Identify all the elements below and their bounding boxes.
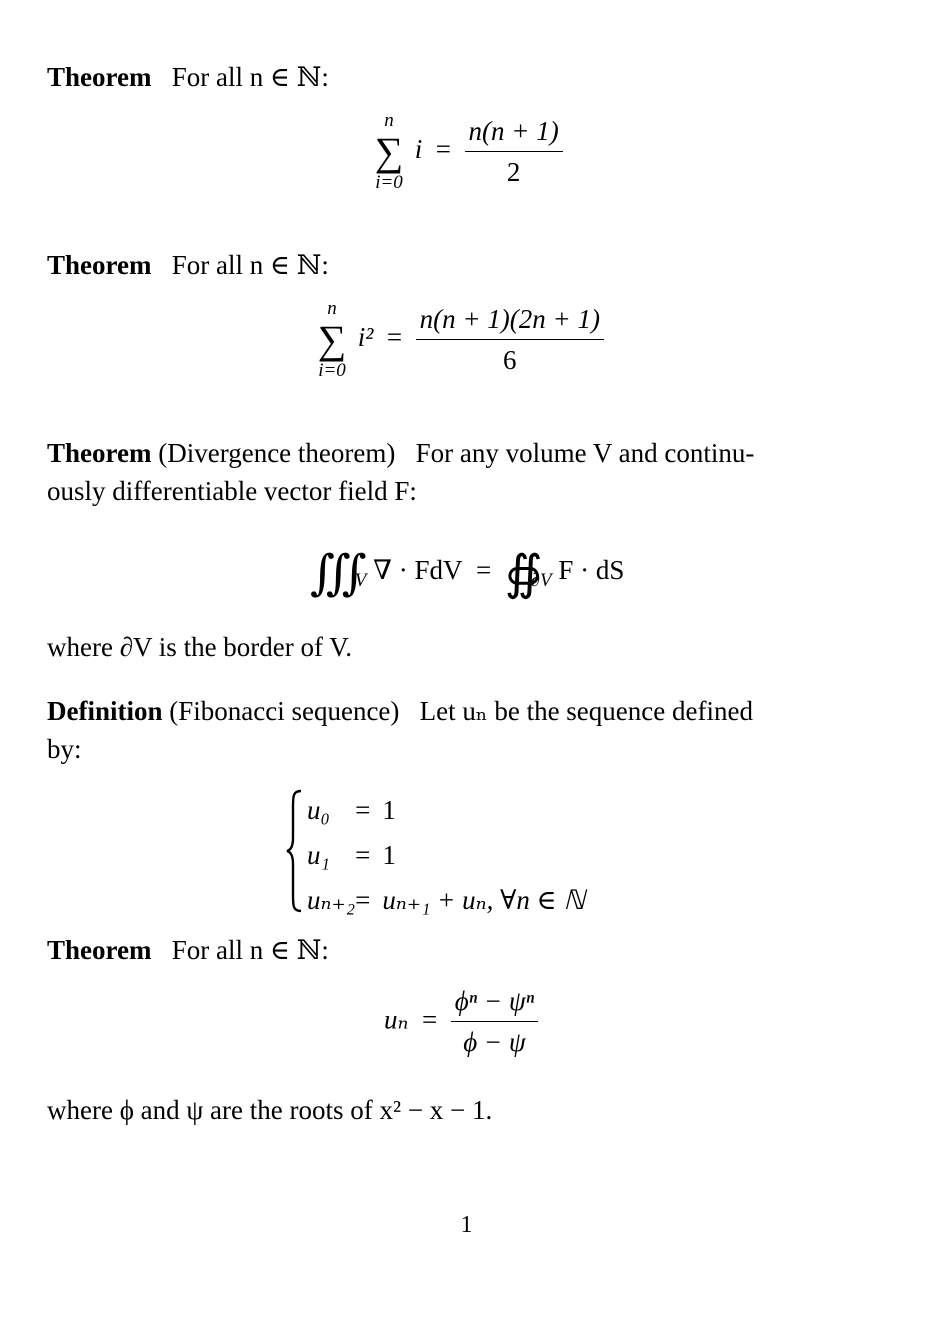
fraction [451,983,538,1062]
theorem-4-statement [47,931,887,969]
case-lhs: uₙ₊₂ [307,885,356,915]
sum-lower-limit: i=0 [318,360,346,381]
theorem-label: Theorem [47,935,152,965]
border-remark: where ∂V is the border of V. [47,632,353,662]
surface-integral-domain: ∂V [530,570,552,591]
triple-integral-domain: V [354,570,367,591]
triple-integral-sign: ∭ [310,547,355,600]
case-relation: = [355,840,371,870]
theorem-2-statement [47,246,887,284]
surface-integral-sign: ∯ [504,547,531,600]
case-row [307,878,585,923]
binet-formula: uₙ = $\frac{\text{ϕⁿ − ψⁿ}}{\phi - \psi}$ [384,983,538,1062]
fraction-denominator: ϕ − ψ [463,1027,526,1057]
fraction-denominator: 2 [506,156,521,187]
fraction-numerator: n(n + 1) [465,113,563,152]
roots-remark: where ϕ and ψ are the roots of x² − x − 1. [47,1095,493,1125]
theorem-text-line-2: ously differentiable vector field F: [47,476,417,506]
summand: i [414,134,423,165]
case-relation: = [355,795,371,825]
theorem-3-remark [47,628,887,666]
case-rhs: 1 [382,840,396,870]
case-rhs: 1 [382,795,396,825]
case-row [307,788,585,833]
theorem-2-formula: n ∑ i=0 i² = $\frac{n(n + 1)(2n + 1)}{6}$ [313,298,604,382]
sum-upper-limit: n [384,110,394,131]
theorem-intro: For all n ∈ ℕ: [171,935,329,965]
summand: i² [357,322,374,353]
fraction [416,301,604,380]
definition-text-line-1: Let uₙ be the sequence defined [419,696,753,726]
theorem-4-remark [47,1091,887,1129]
theorem-1-formula: n ∑ i=0 i = $\frac{n(n + 1)}{2}$ [370,110,563,194]
theorem-intro: For all n ∈ ℕ: [171,62,329,92]
case-row [307,833,585,878]
case-relation: = [355,885,371,915]
lhs-integrand: ∇ · FdV [373,555,463,585]
left-brace-icon [285,788,305,914]
theorem-intro: For all n ∈ ℕ: [171,250,329,280]
case-rhs: uₙ₊₁ + uₙ, ∀n ∈ ℕ [382,885,585,915]
rhs-integrand: F · dS [558,555,625,585]
page-number: 1 [460,1212,473,1238]
theorem-label: Theorem [47,62,152,92]
definition-label: Definition [47,696,163,726]
definition-name: (Fibonacci sequence) [169,696,400,726]
fraction-numerator: n(n + 1)(2n + 1) [416,301,604,340]
fraction-numerator: ϕⁿ − ψⁿ [451,983,538,1022]
definition-text-line-2: by: [47,734,82,764]
definition-statement [47,692,887,768]
cases-table [307,788,585,923]
divergence-formula: $∭_V$ ∇ · FdV = $∯_{\partial V}$ F · dS [310,547,625,600]
fraction-denominator: 6 [503,344,517,375]
case-lhs: u₁ [307,840,330,870]
summation-operator: n ∑ i=0 [313,298,351,382]
fraction [465,113,563,192]
theorem-label: Theorem [47,250,152,280]
theorem-3-statement [47,434,887,510]
theorem-name: (Divergence theorem) [158,438,396,468]
sum-lower-limit: i=0 [375,172,403,193]
theorem-text-line-1: For any volume V and continu- [415,438,755,468]
case-lhs: u₀ [307,795,330,825]
summation-operator: n ∑ i=0 [370,110,408,194]
theorem-label: Theorem [47,438,152,468]
sum-upper-limit: n [327,298,337,319]
formula-lhs: uₙ [384,1004,409,1035]
theorem-1-statement [47,58,887,96]
